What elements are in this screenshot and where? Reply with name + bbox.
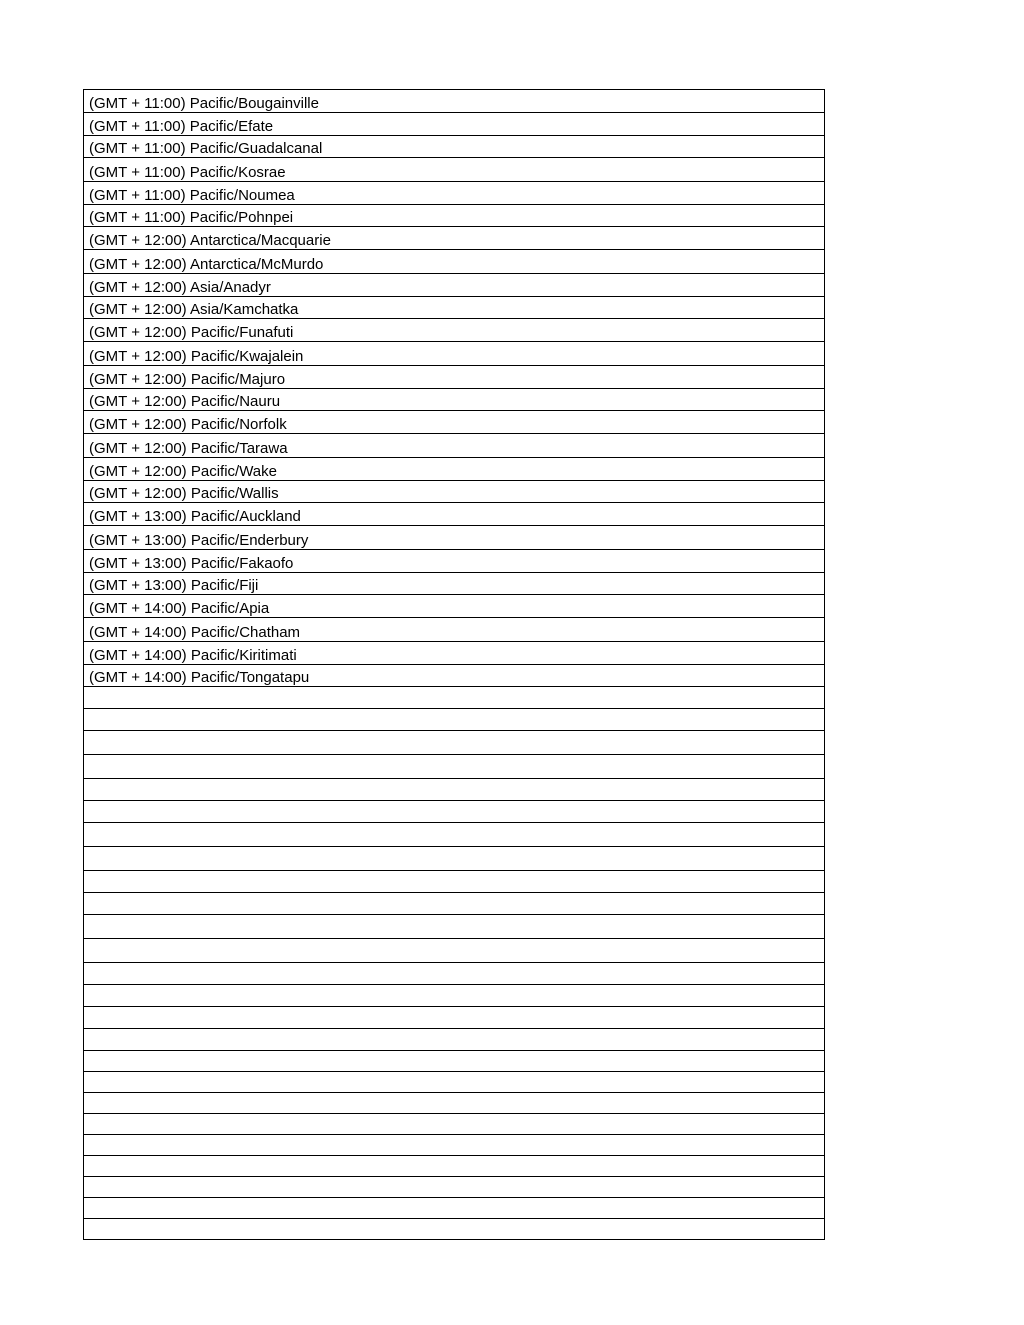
timezone-row [84, 411, 825, 434]
timezone-cell: (GMT + 12:00) Pacific/Wake [84, 458, 825, 481]
timezone-row [84, 665, 825, 687]
timezone-cell: (GMT + 12:00) Asia/Anadyr [84, 274, 825, 297]
empty-row [84, 939, 825, 963]
empty-cell [84, 1051, 825, 1072]
timezone-cell: (GMT + 13:00) Pacific/Fakaofo [84, 550, 825, 573]
empty-row [84, 847, 825, 871]
timezone-row [84, 205, 825, 227]
empty-row [84, 1219, 825, 1240]
empty-row [84, 1114, 825, 1135]
timezone-row [84, 642, 825, 665]
empty-row [84, 687, 825, 709]
empty-cell [84, 1135, 825, 1156]
empty-cell [84, 755, 825, 779]
timezone-cell: (GMT + 11:00) Pacific/Kosrae [84, 158, 825, 182]
timezone-cell: (GMT + 13:00) Pacific/Enderbury [84, 526, 825, 550]
timezone-row [84, 595, 825, 618]
timezone-row [84, 136, 825, 158]
timezone-cell: (GMT + 12:00) Pacific/Nauru [84, 389, 825, 411]
timezone-row [84, 503, 825, 526]
timezone-cell: (GMT + 12:00) Pacific/Majuro [84, 366, 825, 389]
timezone-row [84, 366, 825, 389]
timezone-cell: (GMT + 12:00) Pacific/Tarawa [84, 434, 825, 458]
timezone-row [84, 342, 825, 366]
empty-cell [84, 1029, 825, 1051]
timezone-row [84, 458, 825, 481]
timezone-cell: (GMT + 14:00) Pacific/Apia [84, 595, 825, 618]
timezone-row [84, 481, 825, 503]
timezone-row [84, 550, 825, 573]
empty-row [84, 779, 825, 801]
timezone-cell: (GMT + 14:00) Pacific/Tongatapu [84, 665, 825, 687]
empty-row [84, 963, 825, 985]
empty-cell [84, 731, 825, 755]
empty-cell [84, 963, 825, 985]
empty-cell [84, 893, 825, 915]
empty-cell [84, 687, 825, 709]
empty-row [84, 731, 825, 755]
timezone-cell: (GMT + 11:00) Pacific/Noumea [84, 182, 825, 205]
empty-cell [84, 823, 825, 847]
timezone-row [84, 618, 825, 642]
empty-row [84, 709, 825, 731]
empty-row [84, 755, 825, 779]
timezone-cell: (GMT + 14:00) Pacific/Kiritimati [84, 642, 825, 665]
empty-cell [84, 1219, 825, 1240]
empty-cell [84, 915, 825, 939]
timezone-cell: (GMT + 11:00) Pacific/Bougainville [84, 90, 825, 113]
timezone-row [84, 526, 825, 550]
timezone-table-body [84, 90, 825, 1240]
empty-row [84, 893, 825, 915]
empty-cell [84, 985, 825, 1007]
empty-row [84, 871, 825, 893]
empty-cell [84, 871, 825, 893]
empty-row [84, 915, 825, 939]
timezone-cell: (GMT + 13:00) Pacific/Auckland [84, 503, 825, 526]
timezone-row [84, 274, 825, 297]
empty-row [84, 1051, 825, 1072]
timezone-row [84, 90, 825, 113]
empty-row [84, 1177, 825, 1198]
timezone-cell: (GMT + 12:00) Pacific/Kwajalein [84, 342, 825, 366]
empty-cell [84, 709, 825, 731]
timezone-cell: (GMT + 12:00) Asia/Kamchatka [84, 297, 825, 319]
empty-row [84, 1198, 825, 1219]
empty-cell [84, 801, 825, 823]
empty-row [84, 1093, 825, 1114]
timezone-row [84, 319, 825, 342]
timezone-cell: (GMT + 12:00) Pacific/Funafuti [84, 319, 825, 342]
empty-cell [84, 1072, 825, 1093]
timezone-row [84, 573, 825, 595]
timezone-row [84, 227, 825, 250]
empty-cell [84, 1198, 825, 1219]
empty-row [84, 1135, 825, 1156]
timezone-cell: (GMT + 11:00) Pacific/Efate [84, 113, 825, 136]
timezone-table [83, 89, 825, 1240]
timezone-row [84, 158, 825, 182]
empty-cell [84, 1177, 825, 1198]
timezone-row [84, 113, 825, 136]
timezone-row [84, 297, 825, 319]
empty-row [84, 1072, 825, 1093]
timezone-row [84, 250, 825, 274]
empty-row [84, 1007, 825, 1029]
timezone-row [84, 434, 825, 458]
timezone-cell: (GMT + 12:00) Pacific/Wallis [84, 481, 825, 503]
timezone-row [84, 182, 825, 205]
timezone-cell: (GMT + 12:00) Pacific/Norfolk [84, 411, 825, 434]
empty-cell [84, 939, 825, 963]
empty-cell [84, 779, 825, 801]
empty-row [84, 801, 825, 823]
empty-row [84, 823, 825, 847]
empty-cell [84, 1093, 825, 1114]
timezone-cell: (GMT + 12:00) Antarctica/McMurdo [84, 250, 825, 274]
timezone-cell: (GMT + 11:00) Pacific/Guadalcanal [84, 136, 825, 158]
timezone-cell: (GMT + 13:00) Pacific/Fiji [84, 573, 825, 595]
empty-row [84, 1029, 825, 1051]
timezone-cell: (GMT + 14:00) Pacific/Chatham [84, 618, 825, 642]
timezone-cell: (GMT + 12:00) Antarctica/Macquarie [84, 227, 825, 250]
empty-row [84, 985, 825, 1007]
empty-cell [84, 1156, 825, 1177]
timezone-row [84, 389, 825, 411]
empty-row [84, 1156, 825, 1177]
empty-cell [84, 1114, 825, 1135]
empty-cell [84, 847, 825, 871]
empty-cell [84, 1007, 825, 1029]
timezone-cell: (GMT + 11:00) Pacific/Pohnpei [84, 205, 825, 227]
